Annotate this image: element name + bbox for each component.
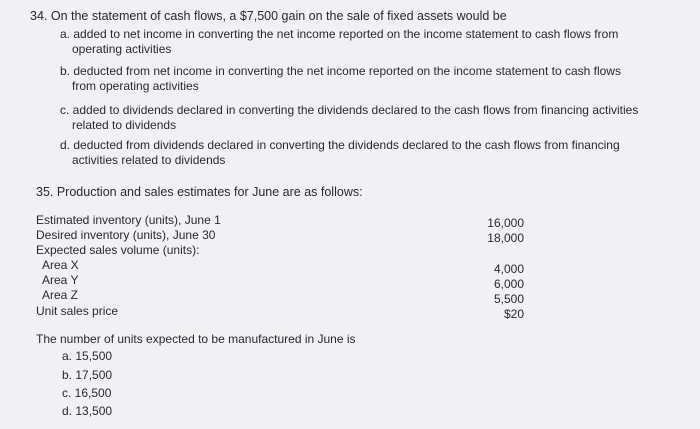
q34-option-c-line1: c. added to dividends declared in converting the dividends declared to the cash flows from financing activities — [60, 103, 639, 117]
row-value-unit-price: $20 — [503, 307, 524, 321]
q35-question: The number of units expected to be manufactured in June is — [36, 332, 356, 346]
q34-option-a-line2: operating activities — [72, 42, 172, 56]
row-value-area-x: 4,000 — [493, 262, 524, 276]
row-label-area-x: Area X — [42, 258, 79, 272]
q34-option-b-line2: from operating activities — [72, 79, 199, 93]
q34-option-a-line1: a. added to net income in converting the net income reported on the income statement to cash flows from — [60, 27, 619, 41]
q35-answer-d: d. 13,500 — [62, 404, 113, 418]
row-value-inventory-june30: 18,000 — [487, 231, 524, 245]
q34-option-b-line1: b. deducted from net income in converting the net income reported on the income statement to cash flows — [60, 64, 621, 78]
row-label-inventory-june30: Desired inventory (units), June 30 — [36, 228, 216, 242]
question-34-stem: 34. On the statement of cash flows, a $7,500 gain on the sale of fixed assets would be — [30, 9, 507, 23]
row-label-expected-sales: Expected sales volume (units): — [36, 243, 200, 257]
row-value-area-z: 5,500 — [493, 292, 524, 306]
q35-answer-b: b. 17,500 — [62, 368, 113, 382]
q35-answer-c: c. 16,500 — [62, 386, 112, 400]
q34-option-d-line1: d. deducted from dividends declared in converting the dividends declared to the cash flows from financing — [60, 138, 620, 152]
q35-answer-a: a. 15,500 — [62, 349, 113, 363]
row-label-inventory-june1: Estimated inventory (units), June 1 — [36, 213, 221, 227]
row-label-area-z: Area Z — [42, 288, 79, 302]
row-value-inventory-june1: 16,000 — [487, 216, 524, 230]
row-value-area-y: 6,000 — [493, 277, 524, 291]
row-label-area-y: Area Y — [42, 273, 79, 287]
question-35-stem: 35. Production and sales estimates for June are as follows: — [36, 185, 363, 199]
q34-option-c-line2: related to dividends — [72, 118, 177, 132]
q34-option-d-line2: activities related to dividends — [72, 153, 226, 167]
row-label-unit-price: Unit sales price — [36, 304, 119, 318]
